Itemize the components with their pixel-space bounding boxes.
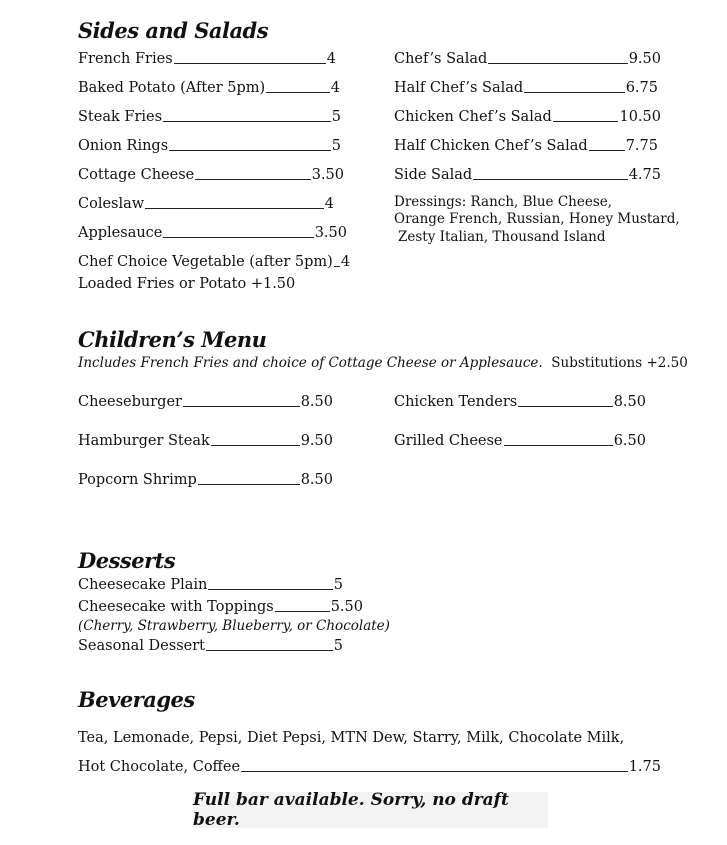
children-substitutions: Substitutions +2.50 — [551, 355, 688, 371]
side-item-applesauce: Applesauce 3.50 — [78, 225, 347, 241]
dessert-item-cheesecake-toppings: Cheesecake with Toppings 5.50 — [78, 599, 363, 615]
side-item-onion-rings: Onion Rings 5 — [78, 138, 341, 154]
beverages-title: Beverages — [78, 687, 195, 712]
side-item-chef-vegetable: Chef Choice Vegetable (after 5pm) 4 — [78, 254, 351, 270]
desserts-title: Desserts — [78, 548, 176, 573]
side-item-baked-potato: Baked Potato (After 5pm) 4 — [78, 80, 340, 96]
dressings-line-1: Dressings: Ranch, Blue Cheese, — [394, 194, 613, 210]
side-item-cottage-cheese: Cottage Cheese 3.50 — [78, 167, 344, 183]
kids-item-cheeseburger: Cheeseburger 8.50 — [78, 394, 333, 410]
children-note-line — [78, 355, 688, 373]
bar-notice-banner: Full bar available. Sorry, no draft beer. — [193, 792, 548, 828]
kids-item-chicken-tenders: Chicken Tenders 8.50 — [394, 394, 646, 410]
dressings-line-2: Orange French, Russian, Honey Mustard, — [394, 211, 680, 227]
kids-item-popcorn-shrimp: Popcorn Shrimp 8.50 — [78, 472, 333, 488]
beverages-list: Tea, Lemonade, Pepsi, Diet Pepsi, MTN Dew, Starry, Milk, Chocolate Milk, — [78, 730, 625, 746]
dessert-toppings: (Cherry, Strawberry, Blueberry, or Chocolate) — [78, 618, 390, 634]
dessert-item-cheesecake-plain: Cheesecake Plain 5 — [78, 577, 343, 593]
salad-item-half-chicken-chefs-salad: Half Chicken Chef’s Salad 7.75 — [394, 138, 658, 154]
dessert-item-seasonal: Seasonal Dessert 5 — [78, 638, 343, 654]
children-note: Includes French Fries and choice of Cottage Cheese or Applesauce. — [78, 355, 543, 371]
side-item-french-fries: French Fries 4 — [78, 51, 336, 67]
salad-item-half-chefs-salad: Half Chef’s Salad 6.75 — [394, 80, 658, 96]
dressings-line-3: Zesty Italian, Thousand Island — [398, 229, 606, 245]
salad-item-side-salad: Side Salad 4.75 — [394, 167, 661, 183]
side-item-coleslaw: Coleslaw 4 — [78, 196, 334, 212]
salad-item-chicken-chefs-salad: Chicken Chef’s Salad 10.50 — [394, 109, 661, 125]
loaded-option: Loaded Fries or Potato +1.50 — [78, 276, 296, 292]
beverages-hot-drinks: Hot Chocolate, Coffee 1.75 — [78, 759, 661, 775]
children-title: Children’s Menu — [78, 327, 267, 352]
kids-item-hamburger-steak: Hamburger Steak 9.50 — [78, 433, 333, 449]
salad-item-chefs-salad: Chef’s Salad 9.50 — [394, 51, 661, 67]
side-item-steak-fries: Steak Fries 5 — [78, 109, 341, 125]
sides-title: Sides and Salads — [78, 18, 269, 43]
kids-item-grilled-cheese: Grilled Cheese 6.50 — [394, 433, 646, 449]
